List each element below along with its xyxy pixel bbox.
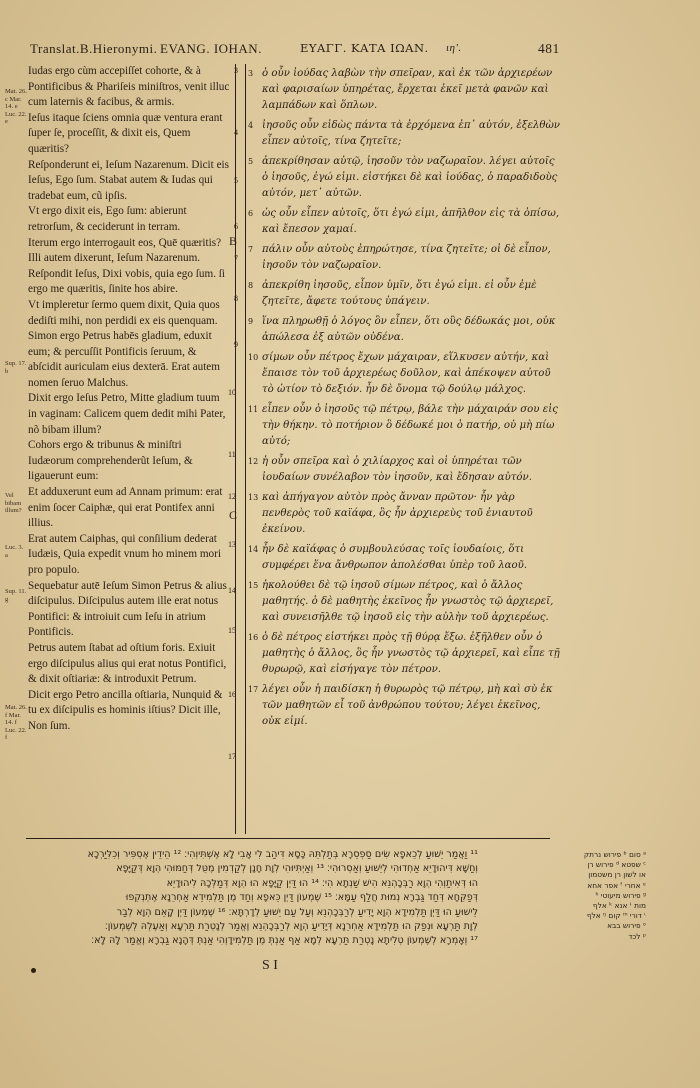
verse-number: 15 (248, 581, 259, 590)
verse-number: 8 (234, 294, 238, 303)
verse-number: 13 (228, 540, 236, 549)
verse-number: 4 (248, 121, 254, 130)
verse-number: 16 (228, 690, 236, 699)
syriac-line: לְוָת תַּרְעָא וּנְפַק הוּ תַּלְמִידָא אַחְרֵנָא דְּיָדִיעַ הְוָא לְרַבְּכָהְנֵא וֶאֱמַר לְנָטְרַת תַּרְעָא וְאַעֶלְהּ לְשֶׁמְעוֹן׃ (104, 921, 478, 933)
verse-number: 13 (248, 493, 259, 502)
verse-number: 6 (248, 209, 254, 218)
greek-verse (248, 682, 562, 730)
latin-verse: Ieſus itaque ſciens omnia quæ ventura erant ſuper ſe, proceſſit, & dixit eis, Quem quæritis? (28, 111, 223, 155)
gloss-line: ᶥ דורי ᵐ קום ᵑ אלף (586, 911, 646, 921)
verse-number: 14 (228, 586, 236, 595)
latin-verse: Iterum ergo interrogauit eos, Quē quæritis? Illi autem dixerunt, Ieſum Nazarenum. (28, 236, 222, 265)
margin-note: Sup. 11. g (5, 588, 27, 603)
greek-verse (248, 490, 562, 538)
greek-verse-text: καὶ ἀπήγαγον αὐτὸν πρὸς ἄνναν πρῶτον· ἦν γὰρ πενθερὸς τοῦ καϊάφα, ὃς ἦν ἀρχιερεὺς τοῦ ἐνιαυτοῦ ἐκείνου. (262, 492, 533, 535)
verse-number: 5 (234, 176, 238, 185)
greek-verse (248, 578, 562, 626)
verse-number: 10 (228, 388, 236, 397)
section-letter-c: C (229, 508, 238, 522)
footer-rule (26, 838, 550, 839)
margin-note: Vel bibam illum? (5, 492, 22, 514)
gloss-line: ᵖ לכד (628, 931, 646, 941)
greek-verse-text: ἠκολούθει δὲ τῷ ἰησοῦ σίμων πέτρος, καὶ ὁ ἄλλος μαθητής. ὁ δὲ μαθητὴς ἐκεῖνος ἦν γνωστὸς τῷ ἀρχιερεῖ, καὶ συνεισῆλθε τῷ ἰησοῦ εἰς τὴν αὐλὴν τοῦ ἀρχιερέως. (262, 580, 554, 623)
greek-verse (248, 66, 562, 114)
latin-verse: Reſpondit Ieſus, Dixi vobis, quia ego ſum. ſi ergo me quæritis, ſinite hos abire. (28, 267, 226, 296)
latin-verse: Dixit ergo Ieſus Petro, Mitte gladium tuum in vaginam: Calicem quem dedit mihi Pater, nõ bibam illum? (28, 392, 226, 436)
syriac-line: לֵישׁוּעַ הוּ דַּיְן תַּלְמִידָא הְוָא יָדִיעַ לְרַבְּכָהְנֵא וְעַל עַם יֵשׁוּעַ לְדָרְתָּא׃ ¹⁶ שֶׁמְעוֹן דַּיְן קָאֵם הְוָא לְבַר (116, 906, 478, 918)
greek-verse-text: ἀπεκρίθησαν αὐτῷ, ἰησοῦν τὸν ναζωραῖον. λέγει αὐτοῖς ὁ ἰησοῦς, ἐγώ εἰμι. εἱστήκει δὲ καὶ ἰούδας, ὁ παραδιδοὺς αὐτόν, μετ᾽ αὐτῶν. (262, 156, 558, 199)
greek-verse (248, 242, 562, 274)
margin-note: Mat. 26. c Mar. 14. e Luc. 22. e (5, 88, 27, 125)
latin-verse: Iudas ergo cùm accepiſſet cohorte, & à Pontificibus & Phariſeis miniſtros, venit illuc cum laternis & facibus, & armis. (28, 65, 230, 109)
verse-number: 7 (234, 254, 238, 263)
greek-column (248, 66, 562, 734)
greek-verse (248, 630, 562, 678)
greek-verse-text: ἦν δὲ καϊάφας ὁ συμβουλεύσας τοῖς ἰουδαίοις, ὅτι συμφέρει ἕνα ἄνθρωπον ἀπολέσθαι ὑπὲρ τοῦ λαοῦ. (262, 544, 528, 571)
latin-verse: Vt impleretur ſermo quem dixit, Quia quos dediſti mihi, non perdidi ex eis quenquam. (28, 298, 220, 327)
verse-number: 16 (248, 633, 259, 642)
verse-number: 11 (248, 405, 259, 414)
running-head-latin: EVANG. IOHAN. (160, 41, 262, 56)
gloss-line: ᵃ סום ᵇ פירוש נרתק (583, 850, 646, 859)
latin-verse: Reſponderunt ei, Ieſum Nazarenum. Dicit eis Ieſus, Ego ſum. Stabat autem & Iudas qui tradebat eum, cũ ipſis. (28, 158, 229, 202)
greek-verse-text: ὁ δὲ πέτρος εἱστήκει πρὸς τῇ θύρᾳ ἔξω. ἐξῆλθεν οὖν ὁ μαθητὴς ὁ ἄλλος, ὃς ἦν γνωστὸς τῷ ἀρχιερεῖ, καὶ εἶπε τῇ θυρωρῷ, καὶ εἰσήγαγε τὸν πέτρον. (262, 632, 560, 675)
greek-verse-text: ἀπεκρίθη ἰησοῦς, εἶπον ὑμῖν, ὅτι ἐγώ εἰμι. εἰ οὖν ἐμὲ ζητεῖτε, ἄφετε τούτους ὑπάγειν. (262, 280, 537, 307)
verse-number: 9 (248, 317, 254, 326)
margin-note: Luc. 3. a (5, 544, 24, 559)
greek-verse (248, 314, 562, 346)
verse-number: 17 (248, 685, 259, 694)
section-letter-b: B (229, 234, 238, 248)
gloss-line: ᵒ פירוש בבא (607, 921, 646, 931)
syriac-line: וְחַשָּׁא דִּיהוּדָיֵא אַחְדוּהִי לְיֵשׁוּעַ וְאַסְרוּהִי׃ ¹³ וְאַיְתִּיוּהִי לְוָת חָנָן לְקַדְמִין מֶטֻּל דְּחַמּוּהִי הְוָא דְּקַיָּפָא (116, 863, 478, 875)
margin-note: Sup. 17. b (5, 360, 27, 375)
running-head-greek: ΕΥΑΓΓ. ΚΑΤΑ ΙΩΑΝ. (300, 41, 429, 55)
ink-dot (31, 968, 36, 973)
greek-verse-text: ἡ οὖν σπεῖρα καὶ ὁ χιλίαρχος καὶ οἱ ὑπηρέται τῶν ἰουδαίων συνέλαβον τὸν ἰησοῦν, καὶ ἔδησαν αὐτόν. (262, 456, 532, 483)
syriac-line: ¹¹ וַאֲמַר יֵשׁוּעַ לְכֵאפָא שִׂים סַפְסֵרָא בְּתַלְתֵּהּ כָּסָא דִּיהַב לִי אָבִי לָא אֶשְׁתִּיוְהִי׃ ¹² הֵידֵין אֶסְפִּיר וְכִלִּיַרְכָא (87, 849, 478, 860)
gloss-line: מות ᶤ אנא ᵏ אלף (592, 901, 646, 911)
greek-verse-text: λέγει οὖν ἡ παιδίσκη ἡ θυρωρὸς τῷ πέτρῳ, μὴ καὶ σὺ ἐκ τῶν μαθητῶν εἶ τοῦ ἀνθρώπου τούτου; λέγει ἐκεῖνος, οὐκ εἰμί. (262, 684, 553, 727)
syriac-text-block (28, 848, 478, 949)
verse-number: 8 (248, 281, 254, 290)
verse-number: 15 (228, 626, 236, 635)
syriac-line: הוּ דְּאִיתַוְהִי הְוָא רַבְּכָהְנֵא הִישׁ שַׁנְתָא הִי׃ ¹⁴ הוּ דַּיְן קַיָּפָא הוּ הְוָא דְּמַלְּכָהּ לִיהוּדָיֵא (166, 877, 478, 889)
latin-verse: Sequebatur autē Ieſum Simon Petrus & alius diſcipulus. Diſcipulus autem ille erat notus Pontifici: & introiuit cum Ieſu in atrium Pontificis. (28, 579, 227, 639)
greek-verse (248, 542, 562, 574)
verse-number: 6 (234, 222, 238, 231)
latin-verse: Erat autem Caiphas, qui conſilium dederat Iudæis, Quia expedit vnum ho minem mori pro populo. (28, 532, 221, 576)
verse-number: 5 (248, 157, 254, 166)
gloss-line: ᶜ שפטא ᵈ פירוש רן (587, 860, 646, 870)
greek-verse-text: πάλιν οὖν αὐτοὺς ἐπηρώτησε, τίνα ζητεῖτε; οἱ δὲ εἶπον, ἰησοῦν τὸν ναζωραῖον. (262, 244, 551, 271)
syriac-line: ¹⁷ וְאָמְרָא לְשֶׁמְעוֹן טְלִיתָא נָטְרַת תַּרְעָא לְמָא אַף אַנְתְּ מֶן תַּלְמִידָוְהִי אַנְתְּ דְּהָנָא גַבְרָא וֶאֱמַר לָהּ לָא׃ (91, 935, 478, 947)
verse-number: 3 (234, 66, 238, 75)
verse-number: 10 (248, 353, 259, 362)
latin-verse: Et adduxerunt eum ad Annam primum: erat enim ſocer Caiphæ, qui erat Pontifex anni illius. (28, 486, 223, 530)
signature-mark: S I (262, 958, 278, 973)
margin-note: Mat. 26. f Mar. 14. f Luc. 22. f (5, 704, 27, 741)
verse-number: 12 (248, 457, 259, 466)
syriac-glosses (486, 850, 646, 942)
greek-verse-text: σίμων οὖν πέτρος ἔχων μάχαιραν, εἵλκυσεν αὐτήν, καὶ ἔπαισε τὸν τοῦ ἀρχιερέως δοῦλον, καὶ ἀπέκοψεν αὐτοῦ τὸ ὠτίον τὸ δεξιόν. ἦν δὲ ὄνομα τῷ δούλῳ μάλχος. (262, 352, 551, 395)
verse-number: 11 (228, 450, 236, 459)
greek-verse-text: εἶπεν οὖν ὁ ἰησοῦς τῷ πέτρῳ, βάλε τὴν μάχαιράν σου εἰς τὴν θήκην. τὸ ποτήριον ὃ δέδωκέ μοι ὁ πατήρ, οὐ μὴ πίω αὐτό; (262, 404, 558, 447)
verse-number: 12 (228, 492, 236, 501)
latin-verse: Simon ergo Petrus habēs gladium, eduxit eum; & percuſſit Pontificis ſeruum, & abſcidit auriculam eius dexterā. Erat autem nomen ſeruo Malchus. (28, 330, 220, 389)
latin-verse: Cohors ergo & tribunus & miniſtri Iudæorum comprehenderũt Ieſum, & ligauerunt eum: (28, 439, 193, 483)
latin-verse: Dicit ergo Petro ancilla oſtiaria, Nunquid & tu ex diſcipulis es hominis iſtius? Dicit ille, Non ſum. (28, 688, 223, 732)
verse-number: 4 (234, 128, 238, 137)
running-head-mark: ιη'. (446, 42, 462, 54)
greek-verse (248, 402, 562, 450)
verse-number: 9 (234, 340, 238, 349)
greek-verse-text: ἰησοῦς οὖν εἰδὼς πάντα τὰ ἐρχόμενα ἐπ᾽ αὐτόν, ἐξελθὼν εἶπεν αὐτοῖς, τίνα ζητεῖτε; (262, 120, 561, 147)
greek-verse-text: ἵνα πληρωθῇ ὁ λόγος ὃν εἶπεν, ὅτι οὓς δέδωκάς μοι, οὐκ ἀπώλεσα ἐξ αὐτῶν οὐδένα. (262, 316, 556, 343)
greek-verse-text: ὡς οὖν εἶπεν αὐτοῖς, ὅτι ἐγώ εἰμι, ἀπῆλθον εἰς τὰ ὀπίσω, καὶ ἔπεσον χαμαί. (262, 208, 560, 235)
verse-number: 3 (248, 69, 254, 78)
latin-verse: Petrus autem ſtabat ad oſtium foris. Exiuit ergo diſcipulus alius qui erat notus Pontifici, & dixit oſtiariæ: & introduxit Petrum. (28, 641, 227, 686)
greek-verse (248, 154, 562, 202)
greek-verse (248, 278, 562, 310)
gloss-line: ᵉ אחרי ᶠ אפר אחא (587, 880, 646, 890)
greek-verse (248, 206, 562, 238)
greek-verse (248, 118, 562, 150)
verse-number: 17 (228, 752, 236, 761)
latin-column (28, 64, 230, 735)
greek-verse (248, 454, 562, 486)
verse-number: 7 (248, 245, 254, 254)
greek-verse-text: ὁ οὖν ἰούδας λαβὼν τὴν σπεῖραν, καὶ ἐκ τῶν ἀρχιερέων καὶ φαρισαίων ὑπηρέτας, ἔρχεται ἐκεῖ μετὰ φανῶν καὶ λαμπάδων καὶ ὅπλων. (262, 68, 553, 111)
page-number: 481 (538, 41, 560, 56)
syriac-line: דְּפַקֵּחָא דְּחַד גַּבְרָא נְמוּת חֲלַף עַמָּא׃ ¹⁵ שֶׁמְעוֹן דַּיְן כֵּאפָא וְחַד מֶן תַּלְמִידֵא אַחְרֵנָא אֶתְנְקִפוּ (125, 892, 478, 904)
column-rule-right (245, 64, 246, 834)
greek-verse (248, 350, 562, 398)
gloss-line: ᵍ פירוש מיעוטי ʰ (595, 890, 646, 900)
running-head-left: Translat.B.Hieronymi. (30, 41, 158, 56)
latin-verse: Vt ergo dixit eis, Ego ſum: abierunt retrorſum, & ceciderunt in terram. (28, 205, 187, 233)
gloss-line: או לשון רן משטמון (588, 870, 646, 880)
verse-number: 14 (248, 545, 259, 554)
